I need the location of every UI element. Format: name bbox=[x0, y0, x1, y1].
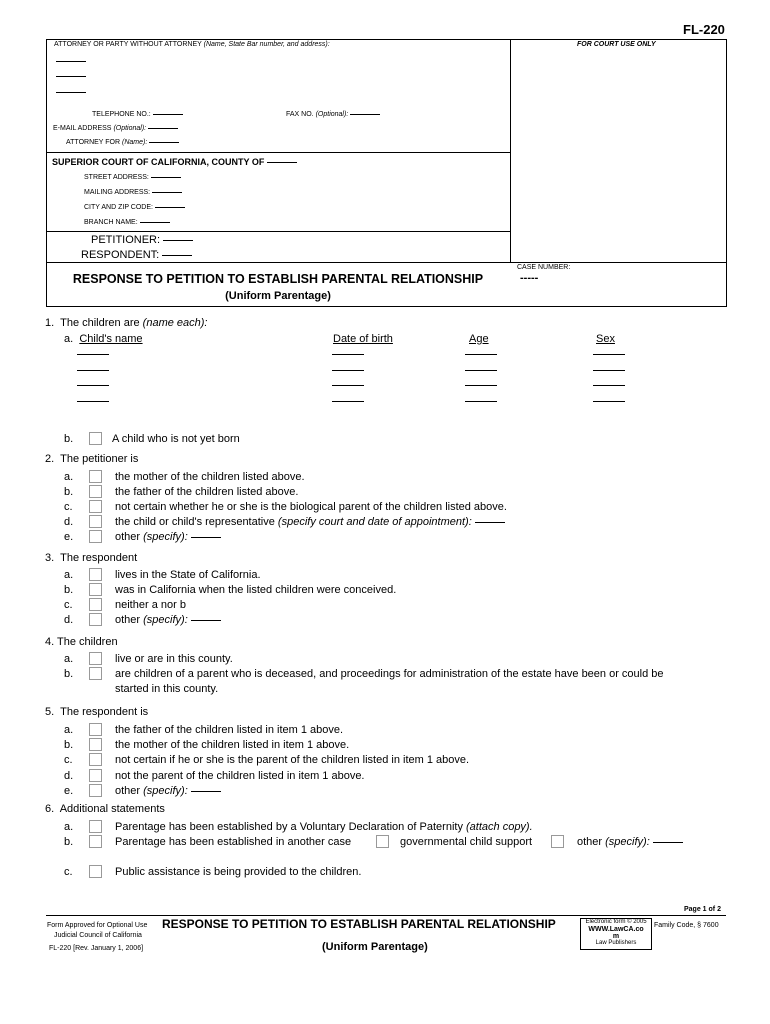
item-4a-checkbox[interactable] bbox=[89, 652, 102, 665]
mailing-label: MAILING ADDRESS: bbox=[84, 189, 182, 196]
item-3d-field[interactable] bbox=[191, 620, 221, 621]
item-6b-checkbox[interactable] bbox=[89, 835, 102, 848]
court-use-label: FOR COURT USE ONLY bbox=[577, 41, 656, 48]
child-age-2[interactable] bbox=[465, 370, 497, 371]
item-5e-text: other (specify): bbox=[115, 785, 221, 797]
case-number-label: CASE NUMBER: bbox=[517, 264, 571, 271]
item-6c-checkbox[interactable] bbox=[89, 865, 102, 878]
form-approved: Form Approved for Optional Use bbox=[47, 922, 148, 929]
form-subtitle: (Uniform Parentage) bbox=[225, 290, 331, 302]
attorney-line-2[interactable] bbox=[56, 76, 86, 77]
item-6b-other-checkbox[interactable] bbox=[551, 835, 564, 848]
street-field[interactable] bbox=[151, 177, 181, 178]
col-sex: Sex bbox=[596, 333, 615, 345]
item-6b-other-text: other (specify): bbox=[577, 836, 683, 848]
form-id: FL-220 bbox=[683, 22, 725, 37]
item-2e-field[interactable] bbox=[191, 537, 221, 538]
item-3b-letter: b. bbox=[64, 584, 74, 596]
item-2a-text: the mother of the children listed above. bbox=[115, 471, 305, 483]
item-3d-checkbox[interactable] bbox=[89, 613, 102, 626]
footer-subtitle: (Uniform Parentage) bbox=[322, 941, 428, 953]
child-name-2[interactable] bbox=[77, 370, 109, 371]
item-6a-checkbox[interactable] bbox=[89, 820, 102, 833]
family-code: Family Code, § 7600 bbox=[654, 922, 719, 929]
item-2e-checkbox[interactable] bbox=[89, 530, 102, 543]
court-label: SUPERIOR COURT OF CALIFORNIA, COUNTY OF bbox=[52, 157, 297, 167]
item-5b-letter: b. bbox=[64, 739, 74, 751]
publisher-stamp: Electronic form © 2005 WWW.LawCA.co m Law Publishers bbox=[580, 918, 652, 950]
email-field[interactable] bbox=[148, 128, 178, 129]
item-2b-letter: b. bbox=[64, 486, 74, 498]
child-dob-2[interactable] bbox=[332, 370, 364, 371]
item-2b-checkbox[interactable] bbox=[89, 485, 102, 498]
item-5e-checkbox[interactable] bbox=[89, 784, 102, 797]
item-4b-text: are children of a parent who is deceased, and proceedings for administration of the estate have been or could be bbox=[115, 668, 664, 680]
city-label: CITY AND ZIP CODE: bbox=[84, 204, 185, 211]
child-name-1[interactable] bbox=[77, 354, 109, 355]
item-5a-text: the father of the children listed in item 1 above. bbox=[115, 724, 344, 736]
item-5c-letter: c. bbox=[64, 754, 73, 766]
item-3a-letter: a. bbox=[64, 569, 74, 581]
child-age-1[interactable] bbox=[465, 354, 497, 355]
item-3b-text: was in California when the listed children were conceived. bbox=[115, 584, 397, 596]
item-4b-letter: b. bbox=[64, 668, 74, 680]
child-age-4[interactable] bbox=[465, 401, 497, 402]
respondent-label: RESPONDENT: bbox=[81, 249, 192, 261]
item-6b-letter: b. bbox=[64, 836, 74, 848]
item-2d-text: the child or child's representative (specify court and date of appointment): bbox=[115, 516, 505, 528]
item-5e-field[interactable] bbox=[191, 791, 221, 792]
child-dob-3[interactable] bbox=[332, 385, 364, 386]
item-6b-other-field[interactable] bbox=[653, 842, 683, 843]
item-2a-letter: a. bbox=[64, 471, 74, 483]
item-3d-text: other (specify): bbox=[115, 614, 221, 626]
branch-field[interactable] bbox=[140, 222, 170, 223]
item-2d-field[interactable] bbox=[475, 522, 505, 523]
child-name-4[interactable] bbox=[77, 401, 109, 402]
item-5d-letter: d. bbox=[64, 770, 74, 782]
item-4a-letter: a. bbox=[64, 653, 74, 665]
item-5d-checkbox[interactable] bbox=[89, 769, 102, 782]
item-2e-letter: e. bbox=[64, 531, 74, 543]
item-6a-letter: a. bbox=[64, 821, 74, 833]
footer-title: RESPONSE TO PETITION TO ESTABLISH PARENTAL RELATIONSHIP bbox=[162, 917, 556, 931]
item-5e-letter: e. bbox=[64, 785, 74, 797]
item-1b-letter: b. bbox=[64, 433, 74, 445]
item-4a-text: live or are in this county. bbox=[115, 653, 233, 665]
item-6b-govt-text: governmental child support bbox=[400, 836, 533, 848]
telephone-label: TELEPHONE NO.: bbox=[92, 111, 183, 118]
item-1-heading: 1. The children are (name each): bbox=[45, 317, 208, 329]
petitioner-field[interactable] bbox=[163, 240, 193, 241]
attorney-line-1[interactable] bbox=[56, 61, 86, 62]
item-2a-checkbox[interactable] bbox=[89, 470, 102, 483]
item-3-heading: 3. The respondent bbox=[45, 552, 138, 564]
item-5c-checkbox[interactable] bbox=[89, 753, 102, 766]
header-box bbox=[46, 39, 727, 307]
item-6c-text: Public assistance is being provided to the children. bbox=[115, 866, 362, 878]
item-5-heading: 5. The respondent is bbox=[45, 706, 149, 718]
fax-field[interactable] bbox=[350, 114, 380, 115]
item-3b-checkbox[interactable] bbox=[89, 583, 102, 596]
attorney-for-label: ATTORNEY FOR (Name): bbox=[66, 139, 179, 146]
item-3d-letter: d. bbox=[64, 614, 74, 626]
form-revision: FL-220 [Rev. January 1, 2006] bbox=[49, 945, 144, 952]
child-name-3[interactable] bbox=[77, 385, 109, 386]
page-number: Page 1 of 2 bbox=[684, 906, 721, 913]
child-age-3[interactable] bbox=[465, 385, 497, 386]
item-2c-text: not certain whether he or she is the biological parent of the children listed above. bbox=[115, 501, 507, 513]
attorney-line-3[interactable] bbox=[56, 92, 86, 93]
item-2-heading: 2. The petitioner is bbox=[45, 453, 139, 465]
telephone-field[interactable] bbox=[153, 114, 183, 115]
col-date-of-birth: Date of birth bbox=[333, 333, 393, 345]
item-2c-letter: c. bbox=[64, 501, 73, 513]
item-4b-checkbox[interactable] bbox=[89, 667, 102, 680]
item-3c-letter: c. bbox=[64, 599, 73, 611]
child-sex-1[interactable] bbox=[593, 354, 625, 355]
item-1b-checkbox[interactable] bbox=[89, 432, 102, 445]
judicial-council: Judicial Council of California bbox=[54, 932, 142, 939]
county-field[interactable] bbox=[267, 162, 297, 163]
item-5b-checkbox[interactable] bbox=[89, 738, 102, 751]
child-dob-4[interactable] bbox=[332, 401, 364, 402]
item-3a-checkbox[interactable] bbox=[89, 568, 102, 581]
item-6b-text: Parentage has been established in another case bbox=[115, 836, 352, 848]
item-2d-letter: d. bbox=[64, 516, 74, 528]
item-3c-text: neither a nor b bbox=[115, 599, 186, 611]
item-5a-letter: a. bbox=[64, 724, 74, 736]
item-3c-checkbox[interactable] bbox=[89, 598, 102, 611]
branch-label: BRANCH NAME: bbox=[84, 219, 170, 226]
item-6-heading: 6. Additional statements bbox=[45, 803, 165, 815]
street-label: STREET ADDRESS: bbox=[84, 174, 181, 181]
item-2e-text: other (specify): bbox=[115, 531, 221, 543]
child-sex-4[interactable] bbox=[593, 401, 625, 402]
child-sex-2[interactable] bbox=[593, 370, 625, 371]
item-6b-govt-checkbox[interactable] bbox=[376, 835, 389, 848]
case-number-field[interactable]: ----- bbox=[520, 272, 539, 284]
attorney-for-field[interactable] bbox=[149, 142, 179, 143]
child-sex-3[interactable] bbox=[593, 385, 625, 386]
item-1b-text: A child who is not yet born bbox=[112, 433, 240, 445]
respondent-field[interactable] bbox=[162, 255, 192, 256]
item-5d-text: not the parent of the children listed in item 1 above. bbox=[115, 770, 365, 782]
item-2c-checkbox[interactable] bbox=[89, 500, 102, 513]
child-dob-1[interactable] bbox=[332, 354, 364, 355]
form-title: RESPONSE TO PETITION TO ESTABLISH PARENTAL RELATIONSHIP bbox=[72, 272, 484, 286]
item-5b-text: the mother of the children listed in item 1 above. bbox=[115, 739, 350, 751]
item-2d-checkbox[interactable] bbox=[89, 515, 102, 528]
petitioner-label: PETITIONER: bbox=[91, 234, 193, 246]
fax-label: FAX NO. (Optional): bbox=[286, 111, 380, 118]
mailing-field[interactable] bbox=[152, 192, 182, 193]
item-3a-text: lives in the State of California. bbox=[115, 569, 261, 581]
attorney-label: ATTORNEY OR PARTY WITHOUT ATTORNEY (Name, State Bar number, and address): bbox=[54, 41, 330, 48]
item-5a-checkbox[interactable] bbox=[89, 723, 102, 736]
item-6a-text: Parentage has been established by a Voluntary Declaration of Paternity (attach copy). bbox=[115, 821, 533, 833]
col-childs-name: Child's name bbox=[79, 333, 143, 345]
col-age: Age bbox=[469, 333, 489, 345]
item-4-heading: 4. The children bbox=[45, 636, 118, 648]
email-label: E-MAIL ADDRESS (Optional): bbox=[53, 125, 178, 132]
item-2b-text: the father of the children listed above. bbox=[115, 486, 299, 498]
item-4b-text-cont: started in this county. bbox=[115, 683, 219, 695]
city-field[interactable] bbox=[155, 207, 185, 208]
item-1a-label: a. Child's name bbox=[64, 333, 143, 345]
item-5c-text: not certain if he or she is the parent of the children listed in item 1 above. bbox=[115, 754, 470, 766]
item-6c-letter: c. bbox=[64, 866, 73, 878]
